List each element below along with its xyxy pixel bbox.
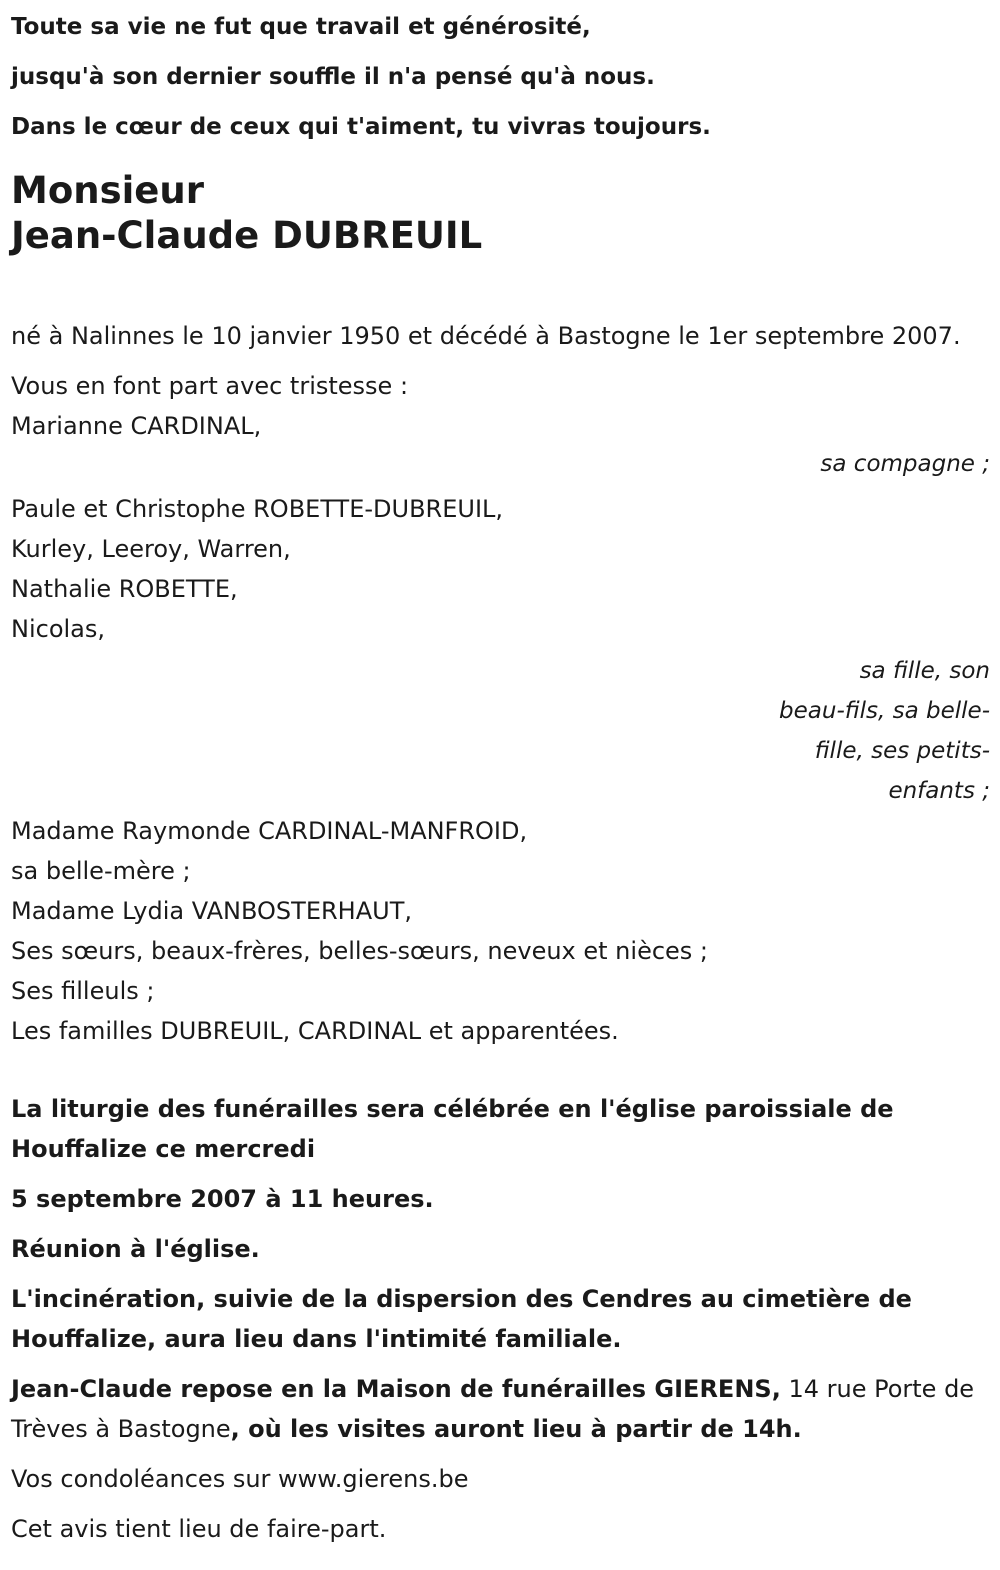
epitaph-line: Dans le cœur de ceux qui t'aiment, tu vivras toujours.	[11, 114, 711, 140]
epitaph-line: Toute sa vie ne fut que travail et générosité,	[11, 14, 591, 40]
family-member: Nathalie ROBETTE,	[11, 575, 238, 603]
obituary-notice	[0, 2, 1000, 1549]
meeting-place: Réunion à l'église.	[11, 1235, 260, 1263]
children-list	[11, 489, 990, 649]
epitaph-line: jusqu'à son dernier souffle il n'a pensé qu'à nous.	[11, 64, 655, 90]
family-member: Kurley, Leeroy, Warren,	[11, 535, 291, 563]
family-member: Les familles DUBREUIL, CARDINAL et apparentées.	[11, 1017, 619, 1045]
ceremony-date: 5 septembre 2007 à 11 heures.	[11, 1185, 434, 1213]
family-member: Ses filleuls ;	[11, 977, 155, 1005]
children-role-line: beau-fils, sa belle-	[779, 698, 990, 724]
repose-part2: , où les visites auront lieu à partir de 14h.	[230, 1415, 802, 1443]
children-role-line: fille, ses petits-	[814, 738, 990, 764]
liturgy-text: La liturgie des funérailles sera célébrée en l'église paroissiale de Houffalize ce mercredi	[11, 1095, 894, 1163]
deceased-title	[11, 168, 990, 258]
family-member: Ses sœurs, beaux-frères, belles-sœurs, neveux et nièces ;	[11, 937, 709, 965]
birth-death-line: né à Nalinnes le 10 janvier 1950 et décédé à Bastogne le 1er septembre 2007.	[11, 322, 961, 350]
repose-info	[11, 1369, 990, 1449]
family-member: Paule et Christophe ROBETTE-DUBREUIL,	[11, 495, 504, 523]
condolences-line: Vos condoléances sur www.gierens.be	[11, 1465, 469, 1493]
family-member: Madame Raymonde CARDINAL-MANFROID,	[11, 817, 528, 845]
cremation-text: L'incinération, suivie de la dispersion des Cendres au cimetière de Houffalize, aura lieu dans l'intimité familiale.	[11, 1285, 912, 1353]
repose-address: 14 rue Porte de Trèves à Bastogne	[11, 1375, 975, 1443]
deceased-name: Jean-Claude DUBREUIL	[11, 214, 483, 257]
children-role-line: enfants ;	[888, 778, 990, 804]
epitaph	[11, 2, 990, 152]
honorific: Monsieur	[11, 169, 204, 212]
ceremony-info	[11, 1089, 990, 1359]
partner-name: Marianne CARDINAL,	[11, 412, 262, 440]
notice-line: Cet avis tient lieu de faire-part.	[11, 1515, 387, 1543]
children-role	[11, 651, 990, 811]
family-member: Nicolas,	[11, 615, 106, 643]
family-member: sa belle-mère ;	[11, 857, 191, 885]
children-role-line: sa fille, son	[859, 658, 990, 684]
family-member: Madame Lydia VANBOSTERHAUT,	[11, 897, 412, 925]
repose-part1: Jean-Claude repose en la Maison de funérailles GIERENS,	[11, 1375, 781, 1403]
other-relatives	[11, 811, 990, 1051]
announce-intro: Vous en font part avec tristesse :	[11, 372, 409, 400]
partner-role: sa compagne ;	[820, 451, 990, 477]
